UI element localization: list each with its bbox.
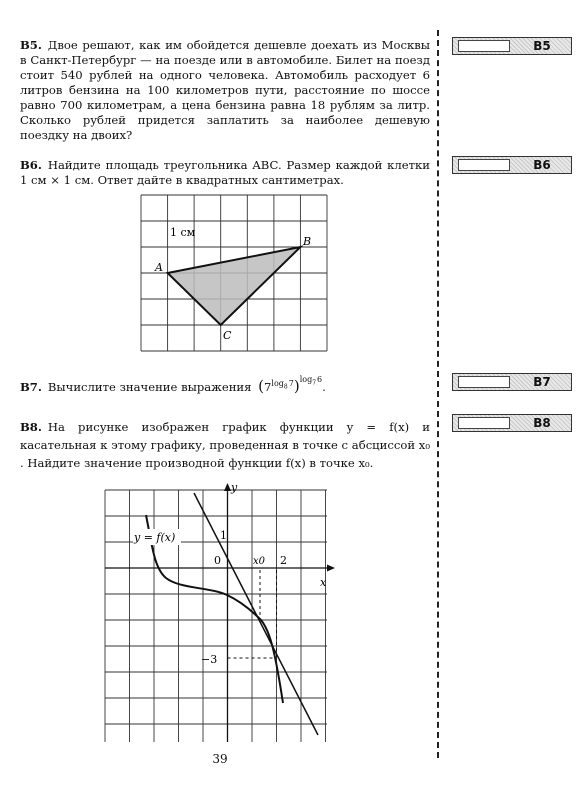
problem-text: Найдите площадь треугольника ABC. Размер каждой клетки 1 см × 1 см. Ответ дайте в квадратных сантиметрах. [20,158,430,187]
answer-field-b6[interactable] [458,159,510,171]
answer-label: B5 [533,39,551,53]
x-axis-label: x [320,576,327,589]
x0-label: x0 [253,556,266,567]
vertex-c-label: C [223,329,232,342]
problem-text: Вычислите значение выражения [47,379,252,394]
unit-label: 1 см [170,226,196,239]
problem-number: B7. [20,379,42,394]
problem-text: На рисунке изображен график функции y = f(x) и касательная к этому графику, проведенная в точке с абсциссой x₀ . Найдите значение производной функции f(x) в точке x₀. [20,420,430,470]
graph-grid [105,490,327,742]
b7-expression: $(7^{log_87})^{log_76}$. [258,375,326,395]
answer-field-b8[interactable] [458,417,510,429]
function-label: y = f(x) [134,531,176,544]
answer-label: B6 [533,158,551,172]
answer-label: B8 [533,416,551,430]
triangle-abc [168,247,301,325]
problem-text: Двое решают, как им обойдется дешевле доехать из Москвы в Санкт-Петербург — на поезде или в автомобиле. Билет на поезд стоит 540 рублей на одного человека. Автомобиль расходует 6 литров бензина на 100 километров пути, расстояние по шоссе равно 700 километрам, а цена бензина равна 18 рублям за литр. Сколько рублей придется заплатить за наиболее дешевую поездку на двоих? [20,38,430,142]
problem-number: B5. [20,38,42,52]
vertex-a-label: A [155,261,163,274]
x-axis-arrow-icon [327,565,335,572]
y-axis-arrow-icon [224,483,231,491]
answer-box-b7 [452,373,572,391]
y-axis-label: y [231,483,238,494]
answer-label: B7 [533,375,551,389]
answer-box-b8 [452,414,572,432]
problem-b7 [20,376,430,395]
answer-box-b5 [452,37,572,55]
problem-b5 [20,38,430,143]
function-graph [100,483,335,748]
minus3-label: −3 [201,653,218,666]
answer-field-b5[interactable] [458,40,510,52]
answer-box-b6 [452,156,572,174]
two-label: 2 [280,554,287,567]
problem-b8 [20,418,430,472]
problem-number: B6. [20,158,42,172]
origin-label: 0 [214,554,221,567]
problem-b6 [20,158,430,188]
vertex-b-label: B [303,235,312,248]
cut-line [437,30,439,758]
problem-number: B8. [20,420,42,434]
one-label: 1 [220,529,227,542]
answer-field-b7[interactable] [458,376,510,388]
page-number: 39 [212,752,228,766]
triangle-figure [139,193,329,353]
